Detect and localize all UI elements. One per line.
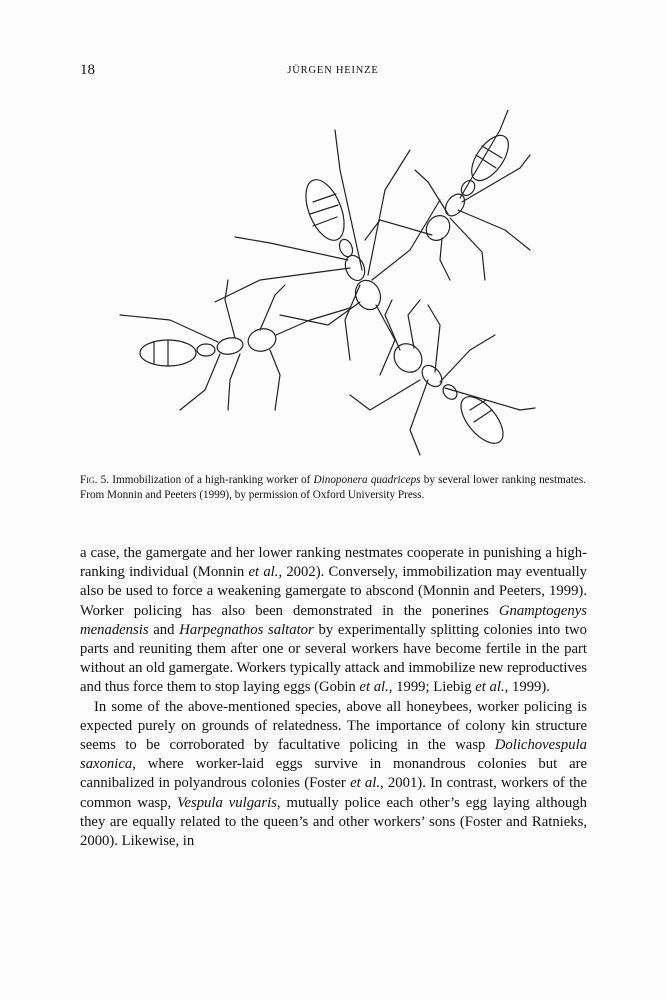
- text-run: , 2002). Conversely, immobilization may eventually also be used to force a weakening gamergate to abscond (Monnin and Peeters, 1999). Worker policing has also been demonstrated in the ponerines: [80, 564, 587, 619]
- italic-text-run: Dolichovespula saxonica: [80, 737, 587, 773]
- caption-text-post: by several lower ranking nestmates. From Monnin and Peeters (1999), by permission of Oxford University Press.: [80, 474, 586, 501]
- italic-text-run: et al.: [475, 679, 505, 696]
- text-run: , 1999).: [504, 679, 550, 696]
- caption-text-pre: Immobilization of a high-ranking worker of: [112, 474, 311, 486]
- ant-drawing: [120, 280, 350, 410]
- figure-caption: [80, 473, 586, 502]
- italic-text-run: et al.: [359, 679, 389, 696]
- running-head: JÜRGEN HEINZE: [287, 65, 379, 76]
- paragraph-1: [80, 544, 587, 698]
- ant-drawing: [365, 110, 530, 280]
- ant-line-drawing: [110, 110, 550, 460]
- text-run: and: [148, 621, 180, 638]
- text-run: , 1999; Liebig: [388, 679, 476, 696]
- ant-drawing: [350, 300, 535, 455]
- figure-label: Fig. 5.: [80, 474, 110, 486]
- italic-text-run: et al.: [350, 775, 381, 792]
- italic-text-run: Harpegnathos saltator: [179, 621, 314, 638]
- text-run: a case, the gamergate and her lower ranking nestmates cooperate in punishing a high-ranking individual (Monnin: [80, 545, 587, 581]
- text-run: , mutually police each other’s egg laying although they are equally related to the queen’s and other workers’ sons (Foster and Ratnieks, 2000). Likewise, in: [80, 794, 587, 850]
- italic-text-run: Gnamptogenys menadensis: [80, 602, 587, 638]
- caption-species: Dinoponera quadriceps: [313, 474, 421, 486]
- text-run: , where worker-laid eggs survive in monandrous colonies but are cannibalized in polyandrous colonies (Foster: [80, 756, 587, 792]
- page-number: 18: [80, 62, 95, 78]
- figure-ants-illustration: [110, 110, 550, 460]
- paragraph-2: [80, 698, 587, 852]
- text-run: by experimentally splitting colonies into two parts and reuniting them after one or several workers have become fertile in the part without an old gamergate. Workers typically attack and immobilize new reproductives and thus force them to stop laying eggs (Gobin: [80, 621, 587, 696]
- body-text: [80, 544, 587, 851]
- italic-text-run: Vespula vulgaris: [177, 794, 277, 811]
- text-run: , 2001). In contrast, workers of the common wasp,: [80, 775, 588, 811]
- italic-text-run: et al.: [248, 564, 279, 581]
- page-header: [80, 62, 586, 82]
- text-run: In some of the above-mentioned species, above all honeybees, worker policing is expected purely on grounds of relatedness. The importance of colony kin structure seems to be corroborated by facultative policing in the wasp: [80, 698, 587, 754]
